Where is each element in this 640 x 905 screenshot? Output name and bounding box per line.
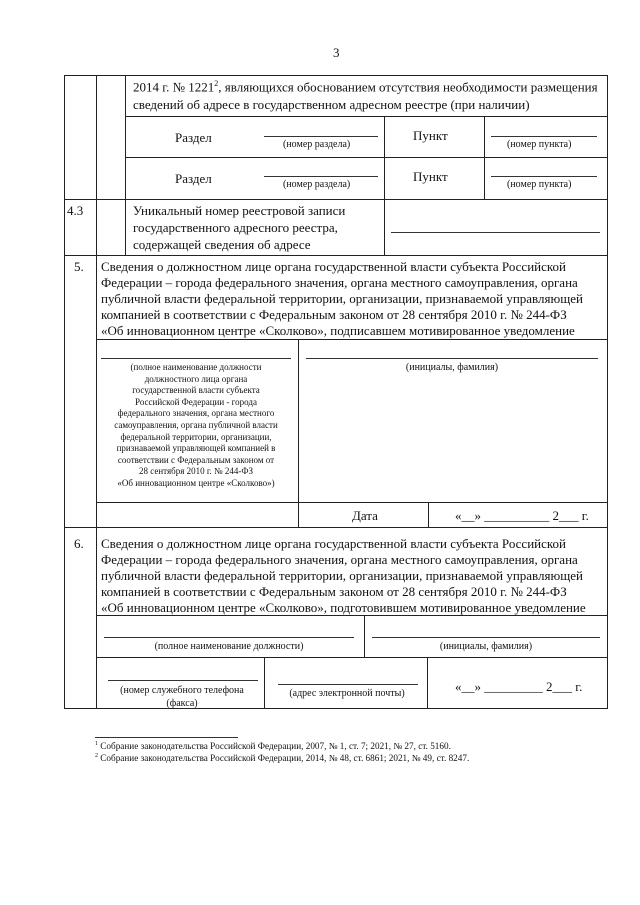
row-5-number: 5. — [74, 259, 84, 274]
registry-number-field[interactable] — [391, 232, 600, 233]
signer-name-field[interactable] — [306, 358, 598, 359]
punkt-field-1[interactable] — [491, 136, 597, 137]
row-4-3-text-1: Уникальный номер реестровой записи — [133, 203, 346, 218]
preparer-date-field[interactable]: «__» _________ 2___ г. — [455, 679, 583, 694]
razdel-label-2: Раздел — [175, 171, 212, 186]
razdel-field-2[interactable] — [264, 176, 378, 177]
preparer-name-hint: (инициалы, фамилия) — [439, 641, 533, 652]
row-4-2-text-line2: сведений об адресе в государственном адресном реестре (при наличии) — [133, 97, 530, 112]
punkt-label-1: Пункт — [413, 128, 448, 143]
signer-position-field[interactable] — [101, 358, 291, 359]
punkt-hint-2: (номер пункта) — [507, 179, 572, 190]
razdel-label-1: Раздел — [175, 130, 212, 145]
row-4-2-text-line1: 2014 г. № 1221$^2$, являющихся обоснованием отсутствия необходимости размещения — [133, 79, 598, 95]
row-4-3-text-3: содержащей сведения об адресе — [133, 237, 311, 252]
razdel-field-1[interactable] — [264, 136, 378, 137]
date-label: Дата — [352, 508, 378, 523]
page-number: 3 — [333, 45, 340, 60]
punkt-hint-1: (номер пункта) — [507, 139, 572, 150]
phone-field[interactable] — [108, 680, 258, 681]
preparer-position-hint: (полное наименование должности) — [154, 641, 304, 652]
razdel-hint-1: (номер раздела) — [283, 139, 351, 150]
phone-hint: (номер служебного телефона (факса) — [120, 685, 244, 709]
punkt-field-2[interactable] — [491, 176, 597, 177]
razdel-hint-2: (номер раздела) — [283, 179, 351, 190]
signer-position-hint: (полное наименование должности должностного лица органа государственной власти субъекта Российской Федерации - города федерального значения, органа местного самоуправления, органа публичной власти федеральной территории, организации, признаваемой управляющей компанией в соответствии с Федеральным законом от 28 сентября 2010 г. № 244-ФЗ «Об инновационном центре «Сколково») — [114, 362, 278, 488]
signer-name-hint: (инициалы, фамилия) — [405, 362, 499, 373]
email-field[interactable] — [278, 684, 418, 685]
row-6-number: 6. — [74, 536, 84, 551]
row-4-3-number: 4.3 — [67, 203, 84, 218]
preparer-position-field[interactable] — [104, 637, 354, 638]
footnote-1: $^1$ Собрание законодательства Российской Федерации, 2007, № 1, ст. 7; 2021, № 27, ст. 5160. — [95, 741, 451, 752]
email-hint: (адрес электронной почты) — [289, 688, 405, 699]
footnote-divider — [95, 737, 238, 738]
signer-date-field[interactable]: «__» __________ 2___ г. — [455, 508, 589, 523]
row-4-3-text-2: государственного адресного реестра, — [133, 220, 338, 235]
footnote-2: $^2$ Собрание законодательства Российской Федерации, 2014, № 48, ст. 6861; 2021, № 49, ст. 8247. — [95, 753, 470, 764]
preparer-name-field[interactable] — [372, 637, 600, 638]
punkt-label-2: Пункт — [413, 169, 448, 184]
